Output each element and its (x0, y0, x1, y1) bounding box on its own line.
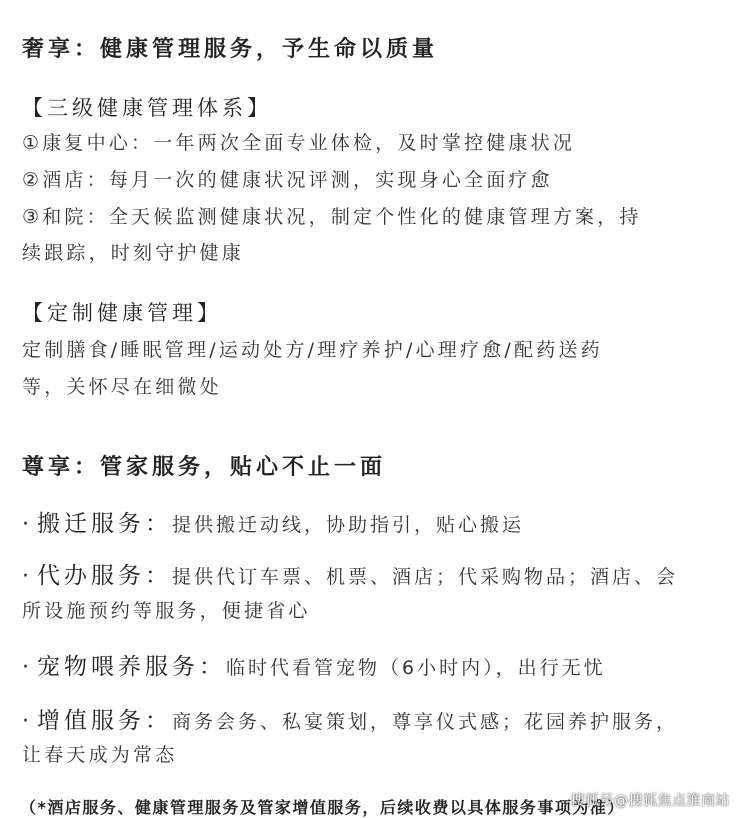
bullet-icon: · (22, 512, 29, 537)
service-title: 代办服务： (37, 563, 172, 589)
service-item-value-added (22, 702, 678, 735)
service-desc: 临时代看管宠物（6小时内），出行无忧 (226, 657, 606, 679)
service-desc: 商务会务、私宴策划，尊享仪式感；花园养护服务， (172, 711, 679, 733)
bullet-icon: · (22, 564, 29, 589)
service-item-moving (22, 505, 524, 538)
service-desc-continuation: 让春天成为常态 (22, 744, 178, 766)
paragraph-line: 定制膳食/睡眠管理/运动处方/理疗养护/心理疗愈/配药送药 (22, 339, 603, 361)
bullet-icon: · (22, 709, 29, 734)
subsection-title-three-level: 【三级健康管理体系】 (22, 96, 272, 120)
service-item-errand (22, 557, 678, 590)
section-heading-health: 奢享：健康管理服务，予生命以质量 (22, 37, 439, 62)
list-item-continuation: 续跟踪，时刻守护健康 (22, 242, 245, 264)
service-title: 搬迁服务： (37, 511, 172, 537)
service-title: 增值服务： (37, 708, 172, 734)
footnote: （*酒店服务、健康管理服务及管家增值服务，后续收费以具体服务事项为准） (20, 798, 625, 817)
paragraph-line: 等，关怀尽在细微处 (22, 376, 222, 398)
service-title: 宠物喂养服务： (37, 654, 226, 680)
section-heading-butler: 尊享：管家服务，贴心不止一面 (22, 455, 387, 480)
list-item: ②酒店：每月一次的健康状况评测，实现身心全面疗愈 (22, 169, 553, 191)
service-desc: 提供代订车票、机票、酒店；代采购物品；酒店、会 (172, 566, 679, 588)
service-desc-continuation: 所设施预约等服务，便捷省心 (22, 600, 311, 622)
watermark: 搜狐号@搜狐焦点淮南站 (570, 793, 730, 809)
service-item-pet (22, 648, 606, 681)
list-item: ①康复中心：一年两次全面专业体检，及时掌控健康状况 (22, 132, 576, 154)
subsection-title-custom: 【定制健康管理】 (22, 301, 222, 325)
service-desc: 提供搬迁动线，协助指引，贴心搬运 (172, 514, 525, 536)
bullet-icon: · (22, 655, 29, 680)
list-item: ③和院：全天候监测健康状况，制定个性化的健康管理方案，持 (22, 206, 642, 228)
